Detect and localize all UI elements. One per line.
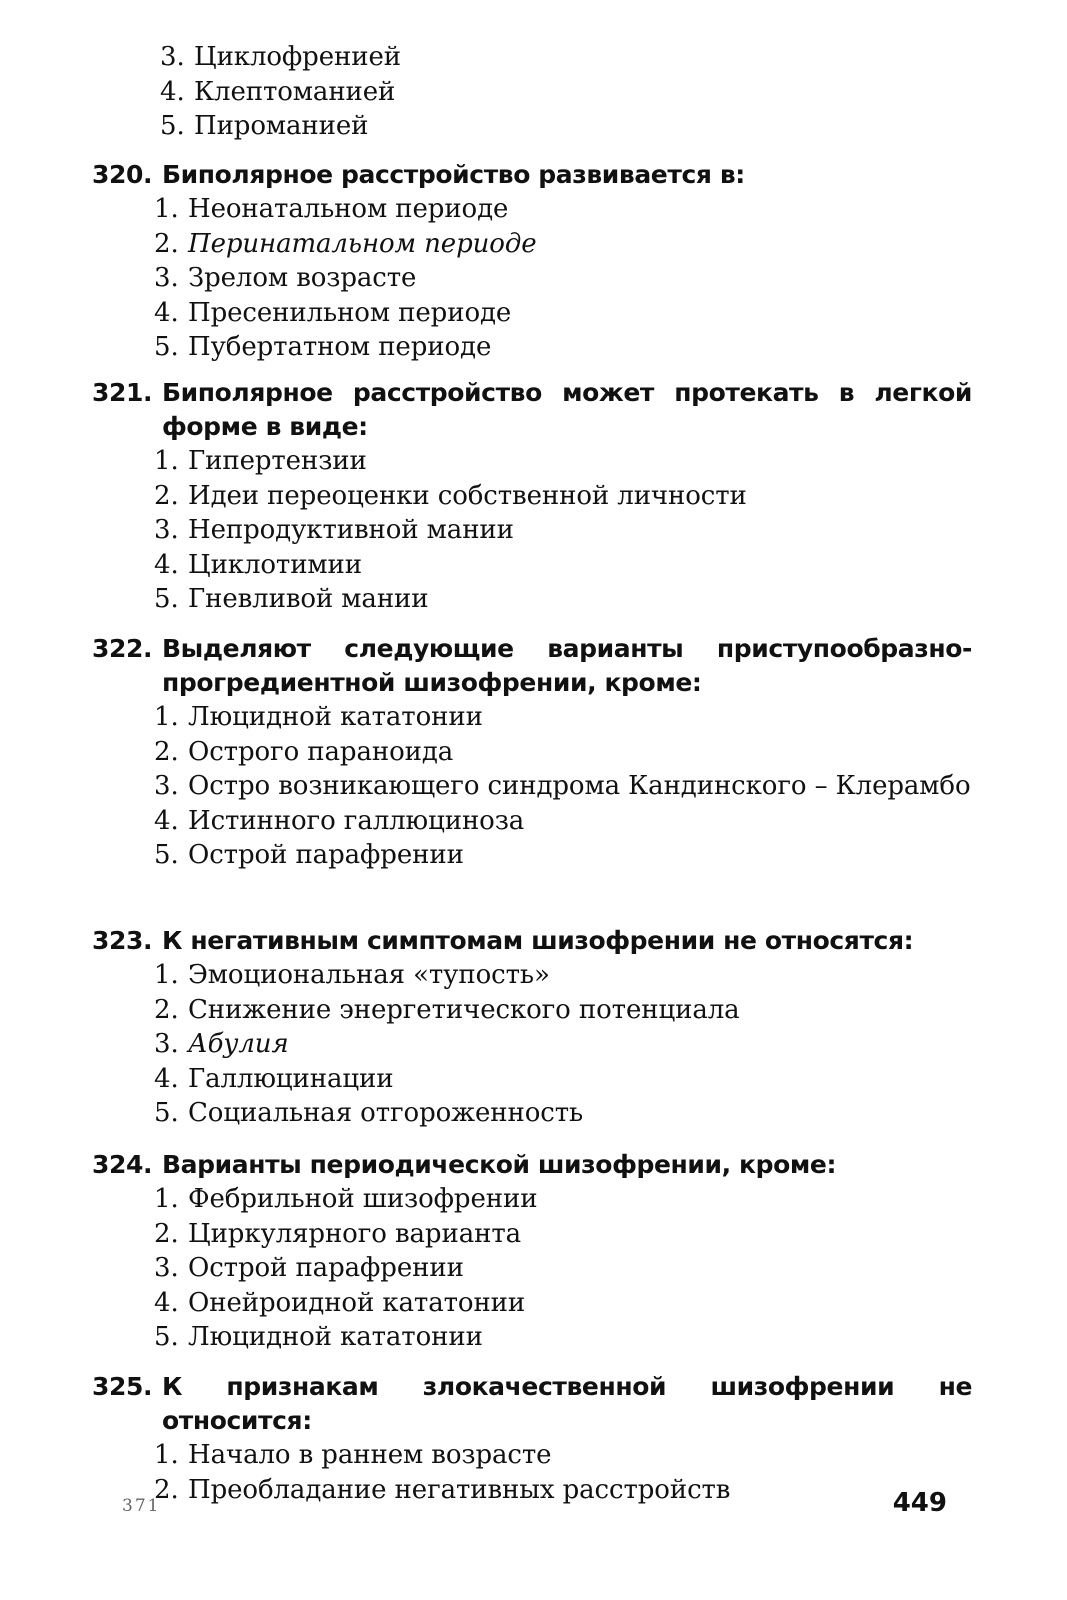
- option-text: Циклотимии: [188, 549, 363, 580]
- answer-option: [154, 444, 972, 479]
- option-text: Люцидной кататонии: [188, 702, 483, 732]
- answer-option: [154, 1062, 972, 1097]
- answer-option: [154, 227, 972, 262]
- answer-options: [92, 1182, 972, 1355]
- question-heading: [92, 1370, 972, 1438]
- option-number: 5.: [154, 332, 179, 362]
- option-number: 2.: [154, 994, 179, 1025]
- option-number: 3.: [154, 1253, 179, 1283]
- question-text: К негативным симптомам шизофрении не относятся:: [162, 926, 914, 955]
- question-number: 321.: [92, 378, 153, 407]
- printer-mark: 371: [122, 1496, 161, 1516]
- answer-option: [154, 993, 972, 1028]
- question-text: Биполярное расстройство может протекать в легкой форме в виде:: [162, 378, 972, 441]
- answer-option: [154, 735, 972, 770]
- option-text: Острой парафрении: [188, 1253, 464, 1283]
- answer-option: [154, 296, 972, 331]
- option-text: Зрелом возрасте: [188, 263, 417, 293]
- question-text: Варианты периодической шизофрении, кроме:: [162, 1150, 837, 1179]
- option-text: Преобладание негативных расстройств: [188, 1474, 731, 1505]
- answer-option: [154, 513, 972, 548]
- option-number: 4.: [154, 1287, 179, 1318]
- option-number: 4.: [154, 1063, 179, 1094]
- answer-options: [92, 444, 972, 617]
- option-number: 5.: [154, 584, 179, 614]
- option-number: 1.: [154, 960, 179, 990]
- answer-option: [154, 838, 972, 873]
- question-number: 323.: [92, 926, 153, 955]
- question-heading: [92, 924, 972, 958]
- option-text: Идеи переоценки собственной личности: [188, 480, 747, 511]
- answer-option: [154, 769, 972, 804]
- option-text: Истинного галлюциноза: [188, 805, 525, 836]
- question-text: Выделяют следующие варианты приступообразно-прогредиентной шизофрении, кроме:: [162, 634, 972, 697]
- answer-option: [154, 261, 972, 296]
- option-text: Пубертатном периоде: [188, 332, 492, 362]
- answer-options: [92, 192, 972, 365]
- question-322: [92, 632, 972, 873]
- option-number: 3.: [154, 1029, 179, 1059]
- option-number: 2.: [154, 1218, 179, 1249]
- answer-option: [154, 804, 972, 839]
- question-323: [92, 924, 972, 1131]
- question-325: [92, 1370, 972, 1507]
- option-number: 3.: [154, 515, 179, 545]
- option-number: 1.: [154, 194, 179, 224]
- question-number: 324.: [92, 1150, 153, 1179]
- option-number: 5.: [154, 1098, 179, 1128]
- answer-option: [154, 1251, 972, 1286]
- answer-options: [92, 958, 972, 1131]
- question-text: Биполярное расстройство развивается в:: [162, 160, 745, 189]
- option-text: Абулия: [188, 1029, 289, 1059]
- answer-option: [154, 330, 972, 365]
- answer-option: [154, 1438, 972, 1473]
- option-number: 5.: [154, 840, 179, 870]
- option-text: Острого параноида: [188, 736, 454, 767]
- question-number: 325.: [92, 1372, 153, 1401]
- answer-option: [154, 700, 972, 735]
- option-text: Начало в раннем возрасте: [188, 1440, 552, 1470]
- answer-option: [154, 1182, 972, 1217]
- question-number: 322.: [92, 634, 153, 663]
- question-heading: [92, 1148, 972, 1182]
- option-number: 1.: [154, 1440, 179, 1470]
- option-number: 2.: [154, 736, 179, 767]
- option-text: Непродуктивной мании: [188, 515, 514, 545]
- option-text: Гипертензии: [188, 446, 367, 476]
- option-text: Фебрильной шизофрении: [188, 1184, 538, 1214]
- option-number: 3.: [154, 771, 179, 801]
- answer-option: [154, 582, 972, 617]
- question-heading: [92, 376, 972, 444]
- option-text: Гневливой мании: [188, 584, 429, 614]
- option-text: Неонатальном периоде: [188, 194, 509, 224]
- answer-option: [154, 1286, 972, 1321]
- answer-options: [92, 1438, 972, 1507]
- option-number: 1.: [154, 446, 179, 476]
- option-text: Онейроидной кататонии: [188, 1287, 526, 1318]
- answer-option: [154, 1027, 972, 1062]
- option-number: 4.: [154, 805, 179, 836]
- question-heading: [92, 632, 972, 700]
- page-number: 449: [892, 1488, 947, 1518]
- option-text: Эмоциональная «тупость»: [188, 960, 550, 990]
- question-324: [92, 1148, 972, 1355]
- question-321: [92, 376, 972, 617]
- option-text: Острой парафрении: [188, 840, 464, 870]
- answer-options: [92, 700, 972, 873]
- answer-option: [160, 109, 980, 144]
- question-text: К признакам злокачественной шизофрении не относится:: [162, 1372, 972, 1435]
- previous-question-continuation: [160, 40, 980, 144]
- option-number: 4.: [154, 549, 179, 580]
- option-number: 1.: [154, 1184, 179, 1214]
- option-number: 3.: [160, 42, 185, 72]
- option-text: Снижение энергетического потенциала: [188, 994, 740, 1025]
- answer-option: [154, 548, 972, 583]
- option-number: 4.: [154, 297, 179, 328]
- answer-option: [160, 40, 980, 75]
- option-number: 5.: [160, 111, 185, 141]
- option-text: Пироманией: [194, 111, 369, 141]
- option-text: Циркулярного варианта: [188, 1218, 522, 1249]
- option-text: Остро возникающего синдрома Кандинского – Клерамбо: [188, 771, 971, 801]
- question-heading: [92, 158, 972, 192]
- answer-option: [154, 958, 972, 993]
- option-text: Пресенильном периоде: [188, 297, 512, 328]
- option-number: 2.: [154, 480, 179, 511]
- option-text: Социальная отгороженность: [188, 1098, 584, 1128]
- answer-option: [154, 1320, 972, 1355]
- option-number: 2.: [154, 228, 179, 259]
- option-number: 4.: [160, 76, 185, 107]
- option-number: 2.: [154, 1474, 179, 1505]
- option-text: Перинатальном периоде: [188, 228, 537, 259]
- answer-option: [154, 1096, 972, 1131]
- answer-option: [154, 1473, 972, 1508]
- answer-option: [154, 192, 972, 227]
- question-320: [92, 158, 972, 365]
- option-number: 3.: [154, 263, 179, 293]
- option-number: 5.: [154, 1322, 179, 1352]
- option-text: Клептоманией: [194, 76, 396, 107]
- option-text: Люцидной кататонии: [188, 1322, 483, 1352]
- answer-options: [160, 40, 980, 144]
- option-number: 1.: [154, 702, 179, 732]
- option-text: Галлюцинации: [188, 1063, 394, 1094]
- answer-option: [160, 75, 980, 110]
- answer-option: [154, 1217, 972, 1252]
- answer-option: [154, 479, 972, 514]
- question-number: 320.: [92, 160, 153, 189]
- option-text: Циклофренией: [194, 42, 401, 72]
